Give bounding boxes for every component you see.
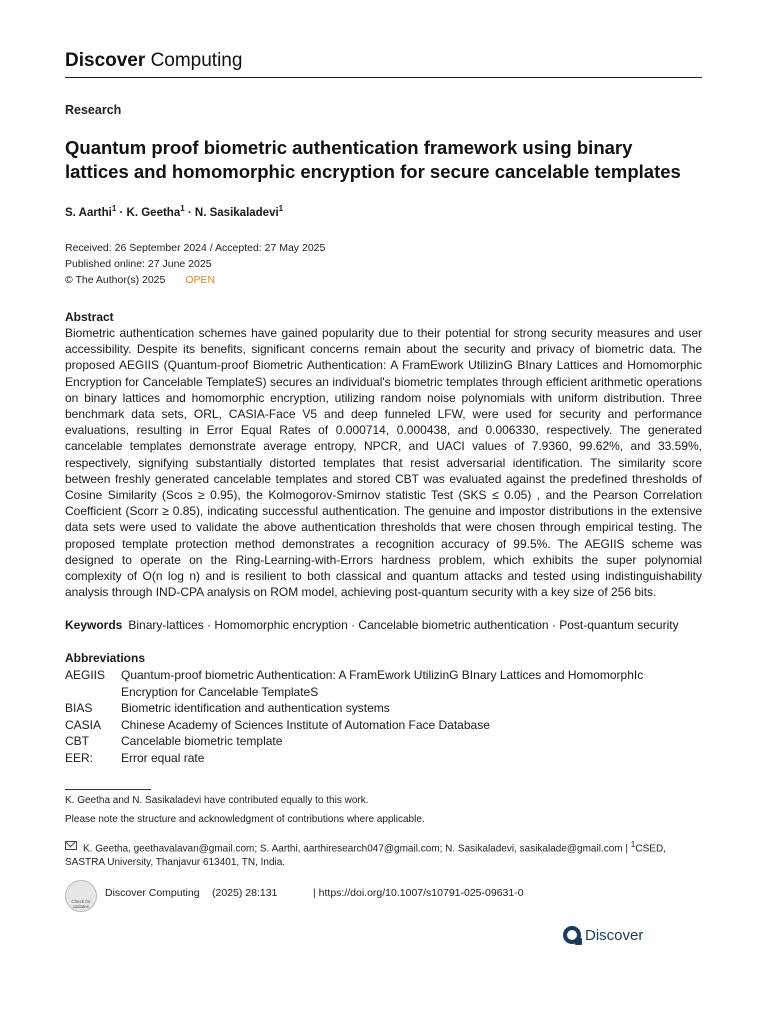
contact-info [65, 837, 702, 870]
page-footer [65, 880, 702, 916]
affiliation-marker: 1 [111, 204, 117, 213]
header-rule [65, 77, 702, 78]
abbreviation-row [65, 733, 702, 750]
copyright-text: © The Author(s) 2025 [65, 274, 166, 286]
affiliation-marker: 1 [630, 839, 636, 849]
contact-emails[interactable]: K. Geetha, geethavalavan@gmail.com; S. Aarthi, aarthiresearch047@gmail.com; N. Sasikaladevi, sasikalade@gmail.com | [83, 843, 631, 855]
abbreviation-definition: Cancelable biometric template [121, 734, 283, 748]
abbreviation-definition: Biometric identification and authentication systems [121, 701, 390, 715]
author-name[interactable]: N. Sasikaladevi [194, 206, 279, 219]
footer-journal: Discover Computing [105, 887, 200, 899]
abbreviation-term: CASIA [65, 717, 102, 732]
journal-brand: Discover [65, 50, 146, 71]
affiliation-text: CSED, SASTRA University, Thanjavur 613401, TN, India. [65, 843, 666, 869]
abbreviation-row [65, 717, 702, 734]
envelope-icon [65, 841, 77, 850]
open-access-label[interactable]: OPEN [185, 274, 216, 286]
keywords-line [65, 618, 679, 632]
author-list [65, 204, 283, 219]
abstract-heading: Abstract [65, 310, 114, 324]
abbreviations-heading: Abbreviations [65, 651, 146, 665]
abbreviation-definition: Quantum-proof biometric Authentication: A FramEwork UtilizinG BInary Lattices and HomomorphIc Encryption for Cancelable TemplateS [121, 668, 644, 699]
received-accepted-date: Received: 26 September 2024 / Accepted: 27 May 2025 [65, 242, 326, 254]
publisher-logo[interactable] [563, 926, 643, 944]
abbreviation-row [65, 700, 702, 717]
journal-header [65, 50, 242, 72]
footnote-rule [65, 789, 151, 790]
published-date: Published online: 27 June 2025 [65, 258, 212, 270]
abstract-text: Biometric authentication schemes have gained popularity due to their potential for strong security measures and user accessibility. Despite its benefits, significant concerns remain about the security and privacy of biometric data. The proposed AEGIIS (Quantum-proof Biometric Authentication: A FramEwork UtilizinG BInary Lattices and Homomorphic Encryption for Cancelable TemplateS) secures an individual's biometric templates through efficient arithmetic operations on binary lattices and homomorphic encryption, utilizing random noise polynomials with uniform distribution. Three benchmark data sets, ORL, CASIA-Face V5 and deep funneled LFW, were used for security and performance evaluations, resulting in Error Equal Rates of 0.000714, 0.000438, and 0.006330, respectively. The generated cancelable templates demonstrate average entropy, NPCR, and UACI values of 7.9360, 99.62%, and 33.59%, respectively, signifying substantially distorted templates that resist adversarial identification. The similarity score between freshly generated cancelable templates and stored CBT was evaluated against the predefined thresholds of Cosine Similarity (Scos ≥ 0.95), the Kolmogorov-Smirnov statistic Test (SKS ≤ 0.05) , and the Pearson Correlation Coefficient (Scorr ≥ 0.85), indicating successful authentication. The genuine and impostor distributions in the extensive data sets were used to validate the above authentication thresholds that were chosen through empirical testing. The proposed template protection method demonstrates a recognition accuracy of 99.5%. The AEGIIS scheme was designed to operate on the Ring-Learning-with-Errors hardness problem, which exhibits the super polynomial complexity of O(n log n) and is resilient to both classical and quantum attacks and tested using indistinguishability analysis through IND-CPA analysis on ROM model, achieving post-quantum security with a key size of 256 bits. [65, 326, 702, 600]
publisher-logo-text: Discover [585, 926, 644, 944]
abbreviation-term: EER: [65, 750, 94, 765]
abbreviation-term: BIAS [65, 701, 93, 715]
structure-note: Please note the structure and acknowledgment of contributions where applicable. [65, 814, 425, 825]
badge-label: Check for updates [71, 899, 91, 909]
equal-contribution-note: K. Geetha and N. Sasikaladevi have contributed equally to this work. [65, 795, 369, 806]
check-for-updates-badge[interactable] [65, 880, 97, 912]
section-label: Research [65, 103, 122, 117]
abbreviation-definition: Chinese Academy of Sciences Institute of Automation Face Database [121, 717, 490, 732]
abbreviation-row [65, 750, 702, 767]
article-dates [65, 240, 325, 288]
discover-logo-icon [563, 926, 581, 944]
abbreviations-list [65, 667, 702, 766]
affiliation-marker: 1 [278, 204, 284, 213]
author-name[interactable]: S. Aarthi [65, 206, 112, 219]
abbreviation-term: AEGIIS [65, 668, 106, 682]
abbreviation-definition: Error equal rate [121, 750, 205, 765]
copyright-line [65, 272, 325, 288]
keywords-text: Binary-lattices · Homomorphic encryption · Cancelable biometric authentication · Post-quantum security [128, 618, 679, 632]
article-title: Quantum proof biometric authentication framework using binary lattices and homomorphic encryption for secure cancelable templates [65, 137, 681, 182]
footer-volume: (2025) 28:131 [212, 887, 278, 899]
keywords-label: Keywords [65, 618, 123, 632]
journal-name: Computing [150, 50, 243, 71]
author-separator: · [184, 206, 195, 219]
author-name[interactable]: K. Geetha [126, 206, 181, 219]
abbreviation-term: CBT [65, 734, 89, 748]
doi-link[interactable]: | https://doi.org/10.1007/s10791-025-09631-0 [313, 887, 524, 899]
affiliation-marker: 1 [180, 204, 185, 213]
abbreviation-row [65, 667, 702, 700]
author-separator: · [116, 206, 127, 219]
